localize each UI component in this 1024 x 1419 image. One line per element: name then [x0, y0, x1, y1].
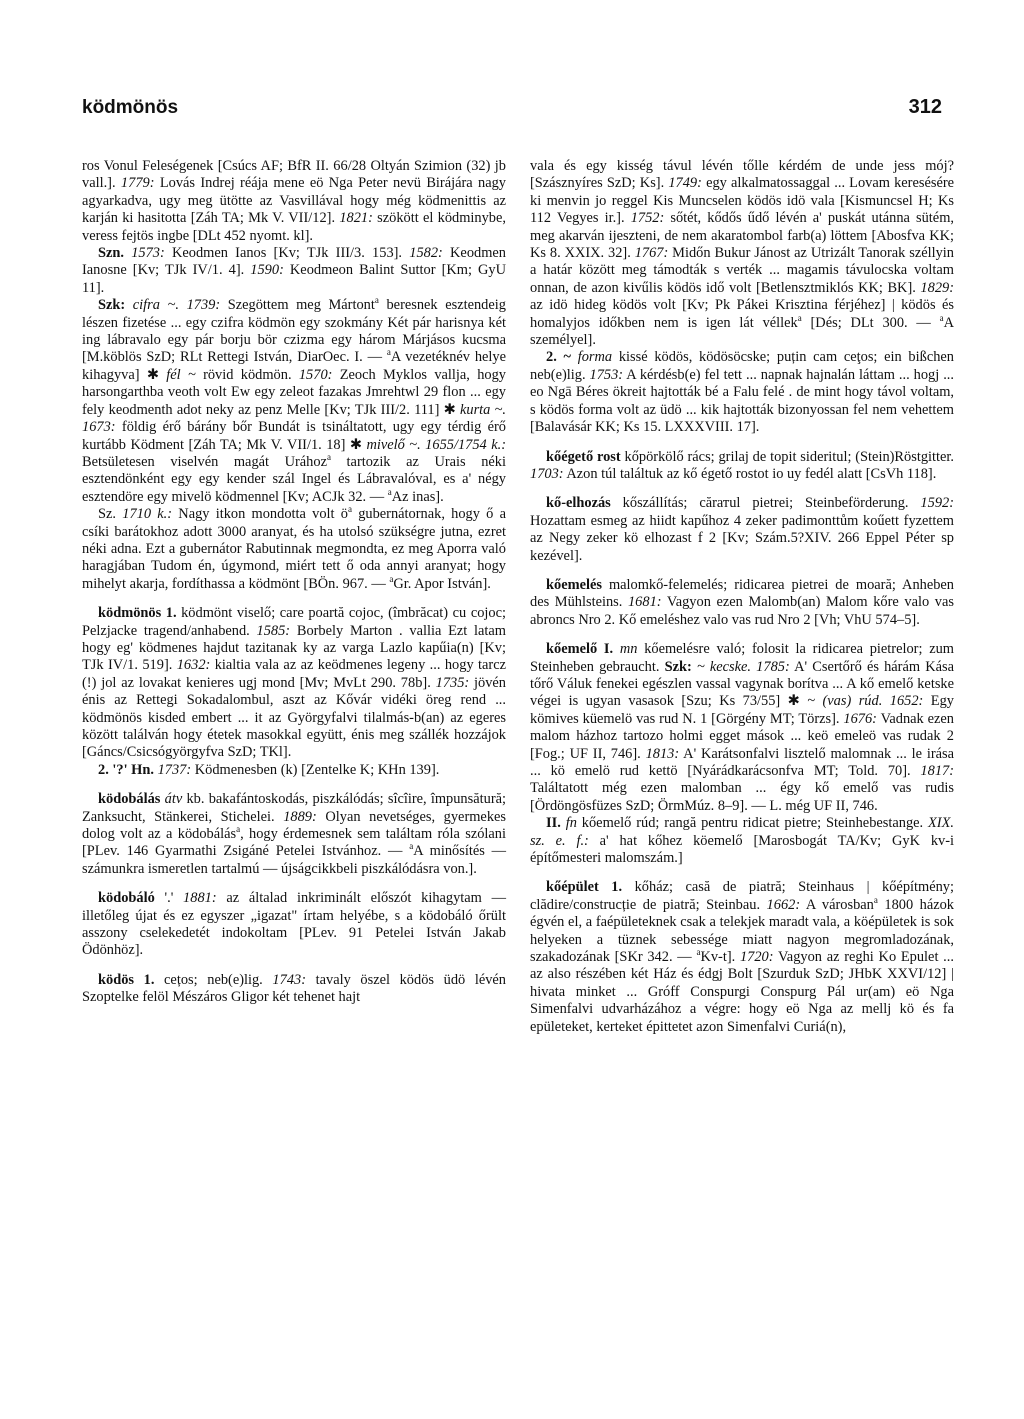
text-run: Olyan nevetséges, gyermekes dolog volt az a ködobálás: [82, 808, 506, 843]
text-run: a: [386, 347, 391, 358]
text-run: 1889:: [283, 808, 317, 825]
text-run: a: [409, 841, 414, 852]
text-run: vala és egy kisség távul lévén tőlle kérdém de unde jess mój? [Szásznyíres SzD; Ks].: [530, 158, 954, 192]
text-run: Keodmen Ianos [Kv; TJk III/3. 153].: [164, 245, 410, 262]
text-run: a: [389, 573, 394, 584]
text-run: 1829:: [920, 279, 954, 296]
dictionary-paragraph: [82, 762, 506, 779]
text-run: Egy kömives küemelö vas rud N. 1 [Görgény MT; Törzs].: [530, 693, 954, 727]
text-run: szökött el ködminybe, veress fejtös ingbe [DLt 452 nyomt. kl].: [82, 210, 506, 244]
text-run: 1681:: [627, 594, 662, 611]
text-run: Azon túl találtuk az kő égető rostot io uy fedél alatt [CsVh 118].: [563, 465, 937, 482]
text-run: 1592:: [920, 495, 954, 512]
dictionary-paragraph: [82, 605, 506, 762]
text-run: 1652:: [889, 693, 924, 710]
page-header: [82, 96, 942, 119]
text-run: 1821:: [339, 210, 373, 227]
text-run: 1710 k.:: [122, 506, 173, 523]
text-run: 1662:: [766, 896, 801, 913]
text-run: Keodmeon Balint Suttor [Km; GyU 11].: [82, 262, 506, 296]
text-run: 1582:: [409, 245, 443, 262]
dictionary-paragraph: [82, 972, 506, 1007]
text-run: cețos; neb(e)lig.: [154, 971, 273, 988]
text-run: Midőn Bukur Jánost az Utrizált Tanorak széllyin a határ között meg támodták s verték ... magamis távulocska voltam onnan, de azon kivűlis ködös idő volt [Betlensztmiklós KK; BK].: [530, 245, 954, 296]
text-run: kő-elhozás: [546, 495, 611, 512]
text-run: a: [939, 312, 944, 323]
text-run: kurta ~.: [459, 401, 507, 418]
text-run: 1753:: [589, 366, 624, 383]
text-run: cifra ~.: [132, 297, 179, 314]
text-run: 1817:: [920, 763, 954, 779]
text-run: beresnek esztendeig lészen fizetése ... egy czifra ködmön egy szokmány Két pár harisnya két ing lábravalo egy pár borju bör czizma egy három Márjásos kucsma [M.köblös SzD; RLt Rettegi István, DiarOec. I. —: [82, 297, 506, 366]
text-run: a: [236, 824, 241, 835]
text-run: fn: [565, 815, 577, 832]
text-run: Vadnak ezen malom házhoz tartozo holmi egget mások ... keö emeleö vas rudak 2 [Fog.; UF II, 746].: [530, 710, 954, 762]
text-run: 1779:: [120, 175, 155, 192]
text-run: A kérdésb(e) fel tett ... napnak hajnalán láttam ... hogj ... eo Ngā Béres ökreit hajtották bé a Falu felé . de mint hogy távol voltam, s ködös forma volt az üdö ... kik hajtották bizonyossan fel nem vehettem [Balavásár KK; Ks 15. LXXXVIII. 17].: [530, 366, 955, 436]
text-run: ködobálás: [98, 791, 161, 808]
text-run: ros Vonul Feleségenek [Csúcs AF; BfR II. 66/28 Oltyán Szimion (32) jb vall.].: [82, 158, 506, 192]
dictionary-paragraph: [530, 879, 954, 1036]
text-run: a' hat kőhez köemelő [Marosbogát TA/Kv; GyK kv-i építőmesteri malomszám.]: [530, 832, 954, 867]
text-run: Találtatott még ezen malomban ... égy kő emelő vas rudis [Ördöngösfüzes SzD; ÖrmMúz. 8–9]. — L. még UF II, 746.: [530, 780, 954, 814]
text-run: a: [347, 504, 352, 515]
text-run: Keodmen Ianosne [Kv; TJk IV/1. 4].: [82, 245, 506, 279]
text-run: egy alkalmatossaggal ... Lovam keresésére ki menvin jo reggel Kis Muncselen ködös idö vala [Kismuncsel H; Ks 112 Vegyes ir.].: [530, 175, 955, 227]
dictionary-paragraph: [82, 506, 506, 593]
text-run: kőépület 1.: [546, 879, 623, 896]
text-run: Vagyon ezen Malomb(an) Malom kőre valo vas abroncs Nro 2. Kő emeléshez valo vas rud Nro 2 [Vh; VhU 574–5].: [530, 594, 954, 628]
text-run: Szegöttem meg Mártont: [220, 297, 375, 314]
text-run: 1570:: [298, 366, 333, 383]
page-number: 312: [908, 96, 942, 118]
right-column: [530, 158, 954, 1036]
text-run: jövén énis az Rettegi Sokadalombul, aszt az Kővár vidéki öreg rend ... ködmönös kisded embert ... it az Györgyfalvi tilalmás-b(an) az egeres között találván hogy étetek masokkal együtt, énis meg szállék hozzájok [Gáncs/Csicsógyörgyfva SzD; TKl].: [82, 674, 507, 761]
text-run: Szn.: [98, 245, 124, 262]
text-run: 2. '?' Hn.: [98, 761, 154, 778]
text-run: A minősítés — számunkra ismeretlen tartalmú — újságcikkbeli piszkálódásra von.].: [82, 843, 506, 877]
text-run: a: [374, 295, 379, 306]
text-run: gubernátornak, hogy ő a csíki barátokhoz adott 3000 aranyat, és ha utolsó szükségre jutna, ezret néki adna. Ezt a gubernátor Rabutinnak megmondta, ez meg Aporra való haragjában Tudom én, úgymond, miért tett ő oda annyi aranyat; hogy mihelyt akarja, fordíthassa a ködmönt [BÖn. 967. —: [82, 506, 507, 592]
dictionary-paragraph: [530, 158, 954, 349]
dictionary-paragraph: [530, 449, 954, 484]
text-run: 1749:: [668, 175, 702, 192]
text-run: Betsületesen viselvén magát Urához: [82, 453, 327, 470]
text-run: Gr. Apor István].: [393, 575, 491, 592]
text-run: A' Csertőrő és hárám Kása tőrő Váluk fenekei egészlen vassal vagynak borítva ... A kő emelő ketske végei is ugyan vasasok [Szu; Ks 73/55] ✱: [530, 658, 954, 710]
text-run: 1800 házok égvén el, a faépületeknek csak a telekjek maradt vala, a köépületek is sok helyeken a tüznek sebessége miatt nagyon megromladozának, szakadozának [SKr 342. —: [530, 896, 955, 966]
text-run: ködmönt viselő; care poartă cojoc, (îmbrăcat) cu cojoc; Pelzjacke tragend/anhabend.: [82, 605, 506, 639]
dictionary-paragraph: [530, 641, 954, 815]
text-run: átv: [164, 791, 183, 808]
text-run: 1655/1754 k.:: [425, 436, 506, 453]
dictionary-paragraph: [82, 890, 506, 960]
text-run: tavaly öszel ködös üdö lévén Szoptelke felöl Mészáros Gligor két tehenet hajt: [82, 971, 506, 1006]
text-run: '.': [154, 890, 184, 907]
text-run: kőégető rost: [546, 448, 621, 465]
text-run: [125, 297, 133, 313]
text-run: sőtét, kődős űdő lévén a' puskát utánna sütém, meg akarván ijeszteni, de nem akaratombol farb(a) löttem [Abosfva KK; Ks 8. XXIX. 32].: [530, 210, 954, 262]
text-run: 1673:: [82, 419, 116, 436]
text-run: kőház; casă de piatră; Steinhaus | kőépítmény; clădire/construcție de piatră; Steinbau.: [530, 879, 954, 913]
text-run: 1767:: [634, 245, 669, 262]
text-run: 1676:: [843, 710, 877, 727]
text-run: 1735:: [435, 674, 470, 691]
text-run: A vezetéknév helye kihagyva] ✱: [82, 349, 506, 383]
text-run: ~ (vas) rúd.: [807, 693, 883, 710]
text-run: kialtia vala az az keödmenes legeny ... hogy tarcz (!) jol az lovakat kenieres ugj mond [Mv; MvLt 290. 78b].: [82, 657, 506, 691]
text-run: 1881:: [183, 890, 217, 907]
text-run: kőszállítás; cărатul pietrei; Steinbeförderung.: [610, 495, 921, 512]
left-column: [82, 158, 506, 1007]
text-run: mivelő ~.: [366, 436, 421, 453]
dictionary-paragraph: [530, 577, 954, 629]
text-run: [Dés; DLt 300. —: [801, 314, 940, 331]
text-run: [882, 693, 889, 709]
text-run: 1739:: [186, 297, 221, 314]
text-run: Hozattam esmeg az hiidt kapűhoz 4 zeker padimonttům koűett fyzettem az Negy zeker kö elhozast f 2 [Kv; Szám.5?XIV. 266 Eppel Péter sp kezével].: [530, 512, 954, 564]
text-run: Lovás Indrej réája mene eö Nga Peter nevü Birájára nagy agyarkadva, ugy meg ütötte az Vasvillával hogy még ködmenittis az karján ki hasitotta [Záh TA; Mk V. VII/12].: [82, 175, 506, 227]
text-run: a: [326, 452, 331, 463]
text-run: mn: [619, 641, 638, 658]
text-run: az idö hideg ködös volt [Kv; Pk Pákei Krisztina férjéhez] | ködös és homalyjos időkben nem is igen lát véllek: [530, 297, 954, 331]
text-run: földig érő bárány bőr Bundát is tsináltatott, ugy egy térdig érő kurtább Ködment [Záh TA; Mk V. VII/1. 18] ✱: [82, 419, 506, 453]
text-run: forma: [577, 349, 613, 366]
dictionary-paragraph: [530, 349, 954, 436]
text-run: 1752:: [630, 210, 665, 227]
text-run: ködös 1.: [98, 971, 155, 988]
text-run: [613, 641, 620, 657]
text-run: , hogy érdemesnek sem találtam róla szólani [PLev. 146 Gyarmathi Zsigáné Petelei Istvánhoz. —: [82, 826, 506, 860]
text-run: [571, 349, 578, 365]
text-run: kőemelés: [546, 576, 602, 593]
text-run: 1737:: [157, 761, 192, 778]
text-run: Zeoch Myklos vallja, hogy harsongarthba veoth volt Ew egy zeleot fazakas Jmrehtwl 29 flon ... egy fely keodmenth adot neky az penz Melle [Kv; TJk III/2. 111] ✱: [82, 366, 507, 418]
dictionary-paragraph: [82, 791, 506, 878]
text-run: ~ kecske.: [696, 658, 752, 675]
text-run: fél ~: [166, 366, 196, 383]
text-run: Ködmenesben (k) [Zentelke K; KHn 139].: [191, 761, 440, 778]
text-run: A' Karátsonfalvi lisztelő malomnak ... le irása ... kö emelö rud kettö [Nyárádkarácsonfva MT; Told. 70].: [530, 745, 954, 779]
text-run: a: [873, 895, 878, 906]
text-run: 1785:: [756, 658, 790, 675]
text-run: Kv-t].: [700, 949, 740, 966]
text-run: 1590:: [250, 262, 284, 279]
text-run: A személyel].: [530, 314, 954, 349]
text-run: Vagyon az reghi Ko Epulet ... az also részében két Ház és édgj Bolt [Szurduk SzD; JHbK XXVI/12] | hivata minket ... Gróff Conspurgi Conspurg Pál ur(am) eö Nga Simenfalvi udvarházához a végre: hogy eö Nga az mellj kö és fa epületeket, kerteket épittetet azon Simenfalvi Curiá(n),: [530, 949, 954, 1035]
dictionary-paragraph: [82, 245, 506, 297]
text-run: kőpörkölő rács; grilaj de topit sideritul; (Stein)Röstgitter.: [620, 448, 954, 465]
text-run: Nagy itkon mondotta volt ö: [172, 506, 348, 523]
text-run: 1703:: [530, 465, 564, 482]
running-head: ködmönös: [82, 97, 179, 118]
text-run: 2. ~: [546, 349, 571, 366]
text-run: a: [797, 312, 802, 323]
text-run: Szk:: [98, 297, 126, 314]
dictionary-paragraph: [82, 158, 506, 245]
text-run: tartozik az Urais néki esztendönként egy egy kender szál Ingel és Lábravalóval, es a' négy esztendöre egy mivelö ködmennel [Kv; ACJk 32. —: [82, 453, 506, 505]
text-run: rövid ködmön.: [195, 366, 299, 383]
text-run: kőemelésre való; folosit la ridicarea pietrelor; zum Steinheben gebraucht.: [530, 641, 954, 675]
text-run: ködmönös 1.: [98, 605, 177, 622]
text-run: kőemelő I.: [546, 641, 614, 658]
text-run: Borbely Marton . vallia Ezt latam hogy eg' ködmenes hajdut tazitanak ky az varga Lazlo kapűia(n) [Kv; TJk IV/1. 519].: [82, 622, 506, 674]
text-run: 1573:: [131, 245, 165, 262]
dictionary-paragraph: [82, 297, 506, 506]
text-run: II.: [546, 815, 561, 832]
text-run: ködobáló: [98, 890, 155, 907]
text-run: 1632:: [176, 657, 211, 674]
text-run: az általad inkriminált előszót kihagytam — illetőleg újat és ez egyszer „igazat" írtam helyébe, s a ködobáló őrült asszony cselekedetét indokoltam [PLev. 91 Petelei István Jakab Ödönhöz].: [82, 890, 506, 959]
text-run: A városban: [800, 896, 874, 913]
dictionary-paragraph: [530, 495, 954, 565]
text-run: Szk:: [664, 658, 692, 675]
text-run: a: [387, 486, 392, 497]
text-run: kissé ködös, ködösöcske; puțin cam ceţos; ein bißchen neb(e)lig.: [530, 349, 954, 383]
text-run: Az inas].: [391, 488, 444, 505]
text-run: 1720:: [739, 949, 774, 966]
dictionary-paragraph: [530, 815, 954, 867]
text-run: a: [696, 947, 701, 958]
text-run: 1743:: [272, 971, 306, 988]
text-run: [179, 297, 187, 313]
text-run: 1813:: [645, 745, 680, 762]
text-run: XIX. sz. e. f.:: [530, 815, 954, 849]
text-run: kőemelő rúd; rangă pentru ridicat pietre; Steinhebestange.: [576, 815, 929, 832]
text-run: Sz.: [98, 506, 116, 523]
text-run: malomkő-felemelés; ridicarea pietrei de moară; Anheben des Mühlsteins.: [530, 576, 954, 611]
text-run: 1585:: [256, 622, 291, 639]
text-run: kb. bakafántoskodás, piszkálódás; sîcîire, împunsătură; Zanksucht, Stänkerei, Stichelei.: [82, 791, 506, 825]
